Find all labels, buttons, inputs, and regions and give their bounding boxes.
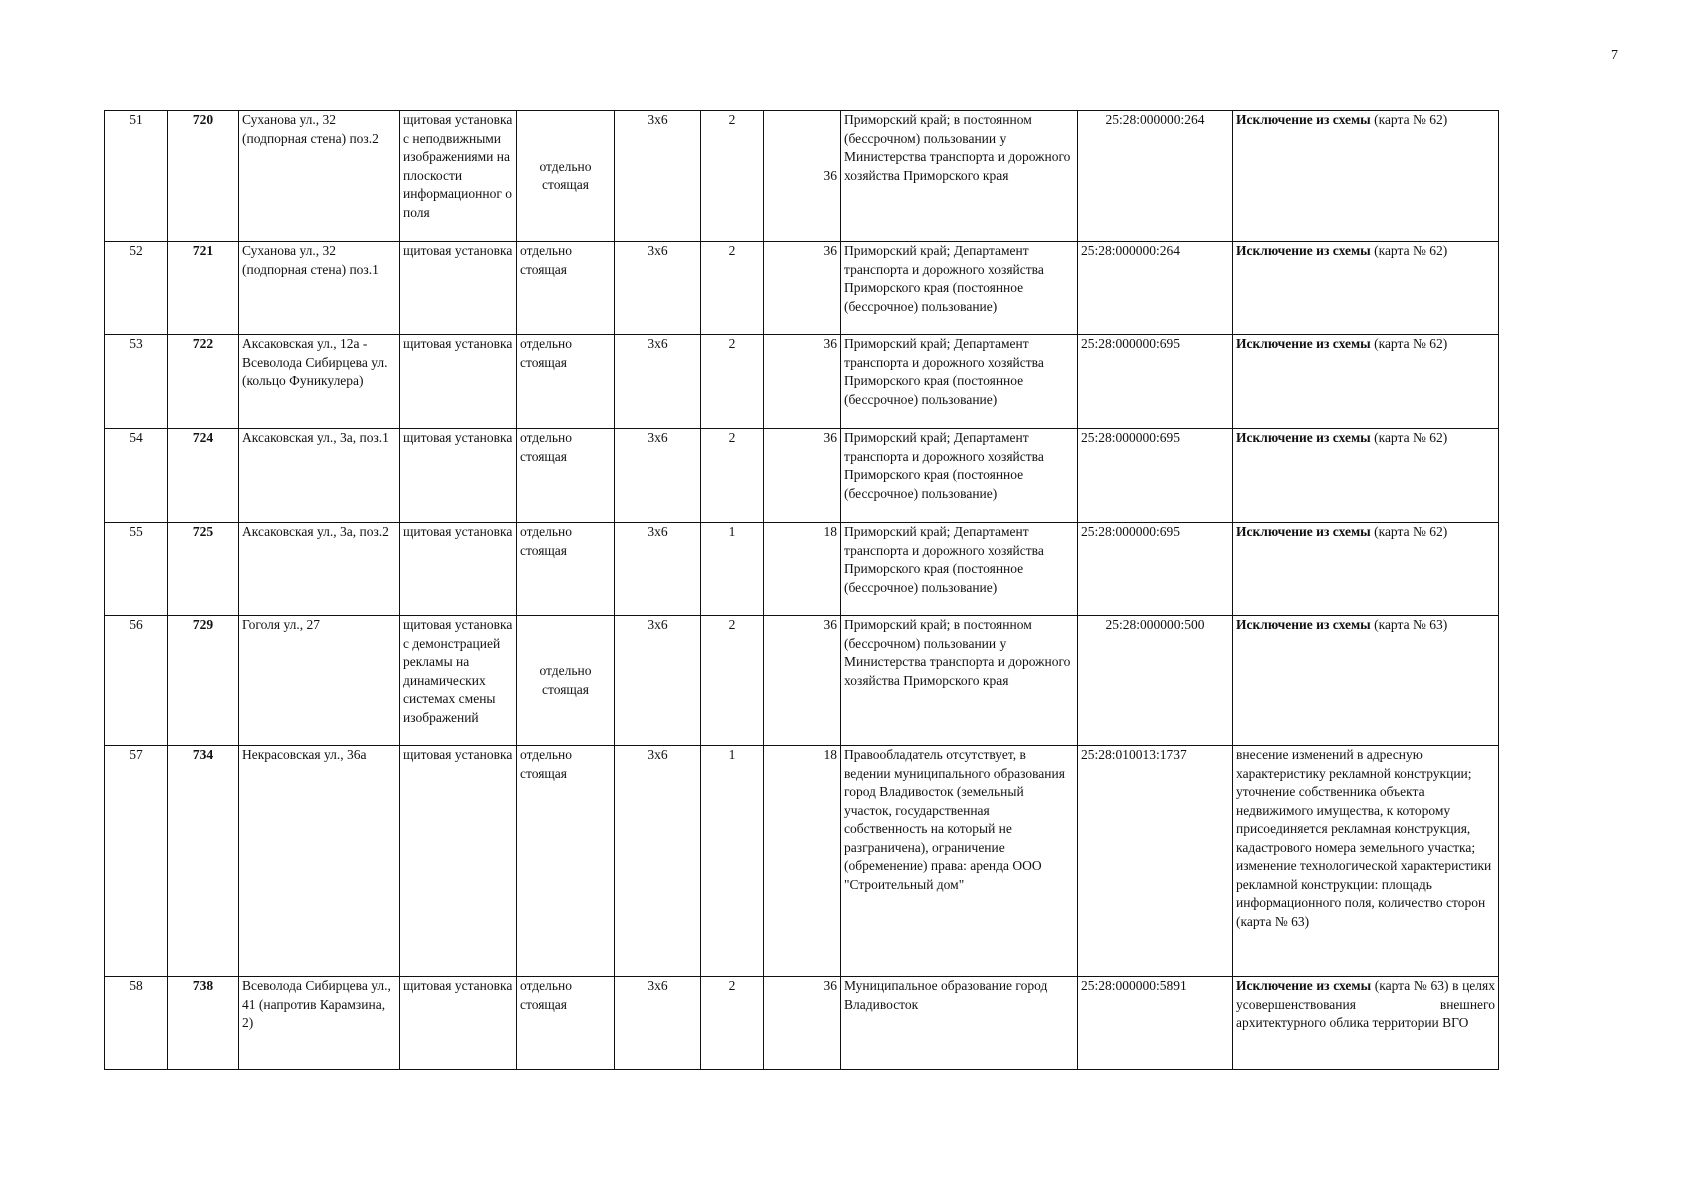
comment-text: (карта № 62): [1370, 430, 1448, 445]
size-cell: 3x6: [615, 977, 701, 1070]
cadastral-number-cell: 25:28:000000:264: [1078, 242, 1233, 335]
sides-cell: 2: [701, 242, 764, 335]
sides-cell: 2: [701, 335, 764, 429]
area-cell: 36: [764, 616, 841, 746]
comment-text: внесение изменений в адресную характеристику рекламной конструкции; уточнение собственника объекта недвижимого имущества, к которому присоединяется рекламная конструкция, кадастрового номера земельного участка; изменение технологической характеристики рекламной конструкции: площадь информационного поля, количество сторон (карта № 63): [1236, 747, 1492, 929]
address-cell: Аксаковская ул., 12а - Всеволода Сибирцева ул. (кольцо Фуникулера): [239, 335, 400, 429]
comment-cell: [1233, 335, 1499, 429]
table-row: [105, 746, 1499, 977]
advertising-structures-table: [104, 110, 1499, 1070]
placement-cell: отдельно стоящая: [517, 242, 615, 335]
structure-type-cell: щитовая установка: [400, 429, 517, 523]
comment-text: (карта № 62): [1370, 243, 1448, 258]
structure-code: 734: [168, 746, 239, 977]
size-cell: 3x6: [615, 616, 701, 746]
row-number: 51: [105, 111, 168, 242]
size-cell: 3x6: [615, 242, 701, 335]
comment-text: (карта № 63): [1370, 617, 1448, 632]
address-cell: Некрасовская ул., 36а: [239, 746, 400, 977]
table-row: [105, 429, 1499, 523]
row-number: 57: [105, 746, 168, 977]
size-cell: 3x6: [615, 746, 701, 977]
comment-cell: [1233, 977, 1499, 1070]
sides-cell: 2: [701, 111, 764, 242]
sides-cell: 1: [701, 523, 764, 616]
placement-cell: отдельно стоящая: [517, 616, 615, 746]
structure-code: 738: [168, 977, 239, 1070]
owner-cell: Приморский край; в постоянном (бессрочном) пользовании у Министерства транспорта и дорожного хозяйства Приморского края: [841, 616, 1078, 746]
area-cell: 36: [764, 429, 841, 523]
cadastral-number-cell: 25:28:000000:500: [1078, 616, 1233, 746]
owner-cell: Приморский край; Департамент транспорта и дорожного хозяйства Приморского края (постоянное (бессрочное) пользование): [841, 335, 1078, 429]
comment-cell: [1233, 242, 1499, 335]
comment-cell: [1233, 429, 1499, 523]
area-cell: 36: [764, 977, 841, 1070]
row-number: 55: [105, 523, 168, 616]
table-row: [105, 977, 1499, 1070]
cadastral-number-cell: 25:28:000000:695: [1078, 523, 1233, 616]
area-cell: 18: [764, 746, 841, 977]
row-number: 56: [105, 616, 168, 746]
sides-cell: 2: [701, 429, 764, 523]
address-cell: Гоголя ул., 27: [239, 616, 400, 746]
cadastral-number-cell: 25:28:000000:695: [1078, 335, 1233, 429]
placement-cell: отдельно стоящая: [517, 429, 615, 523]
cadastral-number-cell: 25:28:000000:5891: [1078, 977, 1233, 1070]
row-number: 52: [105, 242, 168, 335]
area-cell: 36: [764, 111, 841, 242]
structure-code: 721: [168, 242, 239, 335]
size-cell: 3x6: [615, 111, 701, 242]
area-cell: 36: [764, 242, 841, 335]
address-cell: Суханова ул., 32 (подпорная стена) поз.2: [239, 111, 400, 242]
comment-bold: Исключение из схемы: [1236, 243, 1371, 258]
address-cell: Аксаковская ул., 3а, поз.2: [239, 523, 400, 616]
structure-type-cell: щитовая установка с неподвижными изображениями на плоскости информационног о поля: [400, 111, 517, 242]
size-cell: 3x6: [615, 429, 701, 523]
owner-cell: Муниципальное образование город Владивосток: [841, 977, 1078, 1070]
cadastral-number-cell: 25:28:000000:264: [1078, 111, 1233, 242]
owner-cell: Приморский край; Департамент транспорта и дорожного хозяйства Приморского края (постоянное (бессрочное) пользование): [841, 523, 1078, 616]
structure-code: 722: [168, 335, 239, 429]
structure-type-cell: щитовая установка: [400, 746, 517, 977]
address-cell: Аксаковская ул., 3а, поз.1: [239, 429, 400, 523]
comment-cell: [1233, 616, 1499, 746]
structure-code: 729: [168, 616, 239, 746]
cadastral-number-cell: 25:28:000000:695: [1078, 429, 1233, 523]
row-number: 58: [105, 977, 168, 1070]
comment-cell: [1233, 111, 1499, 242]
size-cell: 3x6: [615, 335, 701, 429]
structure-type-cell: щитовая установка с демонстрацией рекламы на динамических системах смены изображений: [400, 616, 517, 746]
owner-cell: Приморский край; в постоянном (бессрочном) пользовании у Министерства транспорта и дорожного хозяйства Приморского края: [841, 111, 1078, 242]
comment-text: (карта № 62): [1370, 112, 1448, 127]
structure-type-cell: щитовая установка: [400, 335, 517, 429]
table-row: [105, 616, 1499, 746]
comment-bold: Исключение из схемы: [1236, 112, 1371, 127]
page-number: 7: [1611, 48, 1618, 63]
structure-type-cell: щитовая установка: [400, 977, 517, 1070]
placement-cell: отдельно стоящая: [517, 746, 615, 977]
owner-cell: Правообладатель отсутствует, в ведении муниципального образования город Владивосток (земельный участок, государственная собственность на который не разграничена), ограничение (обременение) права: аренда ООО "Строительный дом": [841, 746, 1078, 977]
table-row: [105, 111, 1499, 242]
row-number: 54: [105, 429, 168, 523]
structure-type-cell: щитовая установка: [400, 523, 517, 616]
owner-cell: Приморский край; Департамент транспорта и дорожного хозяйства Приморского края (постоянное (бессрочное) пользование): [841, 429, 1078, 523]
cadastral-number-cell: 25:28:010013:1737: [1078, 746, 1233, 977]
table-row: [105, 242, 1499, 335]
comment-bold: Исключение из схемы: [1236, 430, 1371, 445]
comment-cell: [1233, 523, 1499, 616]
size-cell: 3x6: [615, 523, 701, 616]
structure-code: 724: [168, 429, 239, 523]
area-cell: 36: [764, 335, 841, 429]
sides-cell: 2: [701, 616, 764, 746]
sides-cell: 2: [701, 977, 764, 1070]
comment-text: (карта № 62): [1370, 524, 1448, 539]
placement-cell: отдельно стоящая: [517, 523, 615, 616]
address-cell: Суханова ул., 32 (подпорная стена) поз.1: [239, 242, 400, 335]
comment-bold: Исключение из схемы: [1236, 617, 1371, 632]
structure-code: 725: [168, 523, 239, 616]
sides-cell: 1: [701, 746, 764, 977]
structure-type-cell: щитовая установка: [400, 242, 517, 335]
row-number: 53: [105, 335, 168, 429]
comment-cell: [1233, 746, 1499, 977]
comment-bold: Исключение из схемы: [1236, 336, 1371, 351]
placement-cell: отдельно стоящая: [517, 111, 615, 242]
comment-bold: Исключение из схемы: [1236, 978, 1372, 993]
comment-text: (карта № 62): [1370, 336, 1448, 351]
placement-cell: отдельно стоящая: [517, 335, 615, 429]
area-cell: 18: [764, 523, 841, 616]
owner-cell: Приморский край; Департамент транспорта и дорожного хозяйства Приморского края (постоянное (бессрочное) пользование): [841, 242, 1078, 335]
table-row: [105, 523, 1499, 616]
comment-bold: Исключение из схемы: [1236, 524, 1371, 539]
address-cell: Всеволода Сибирцева ул., 41 (напротив Карамзина, 2): [239, 977, 400, 1070]
comment-text: (карта № 63) в целях усовершенствования внешнего архитектурного облика территории ВГО: [1236, 978, 1495, 1030]
placement-cell: отдельно стоящая: [517, 977, 615, 1070]
table-row: [105, 335, 1499, 429]
structure-code: 720: [168, 111, 239, 242]
